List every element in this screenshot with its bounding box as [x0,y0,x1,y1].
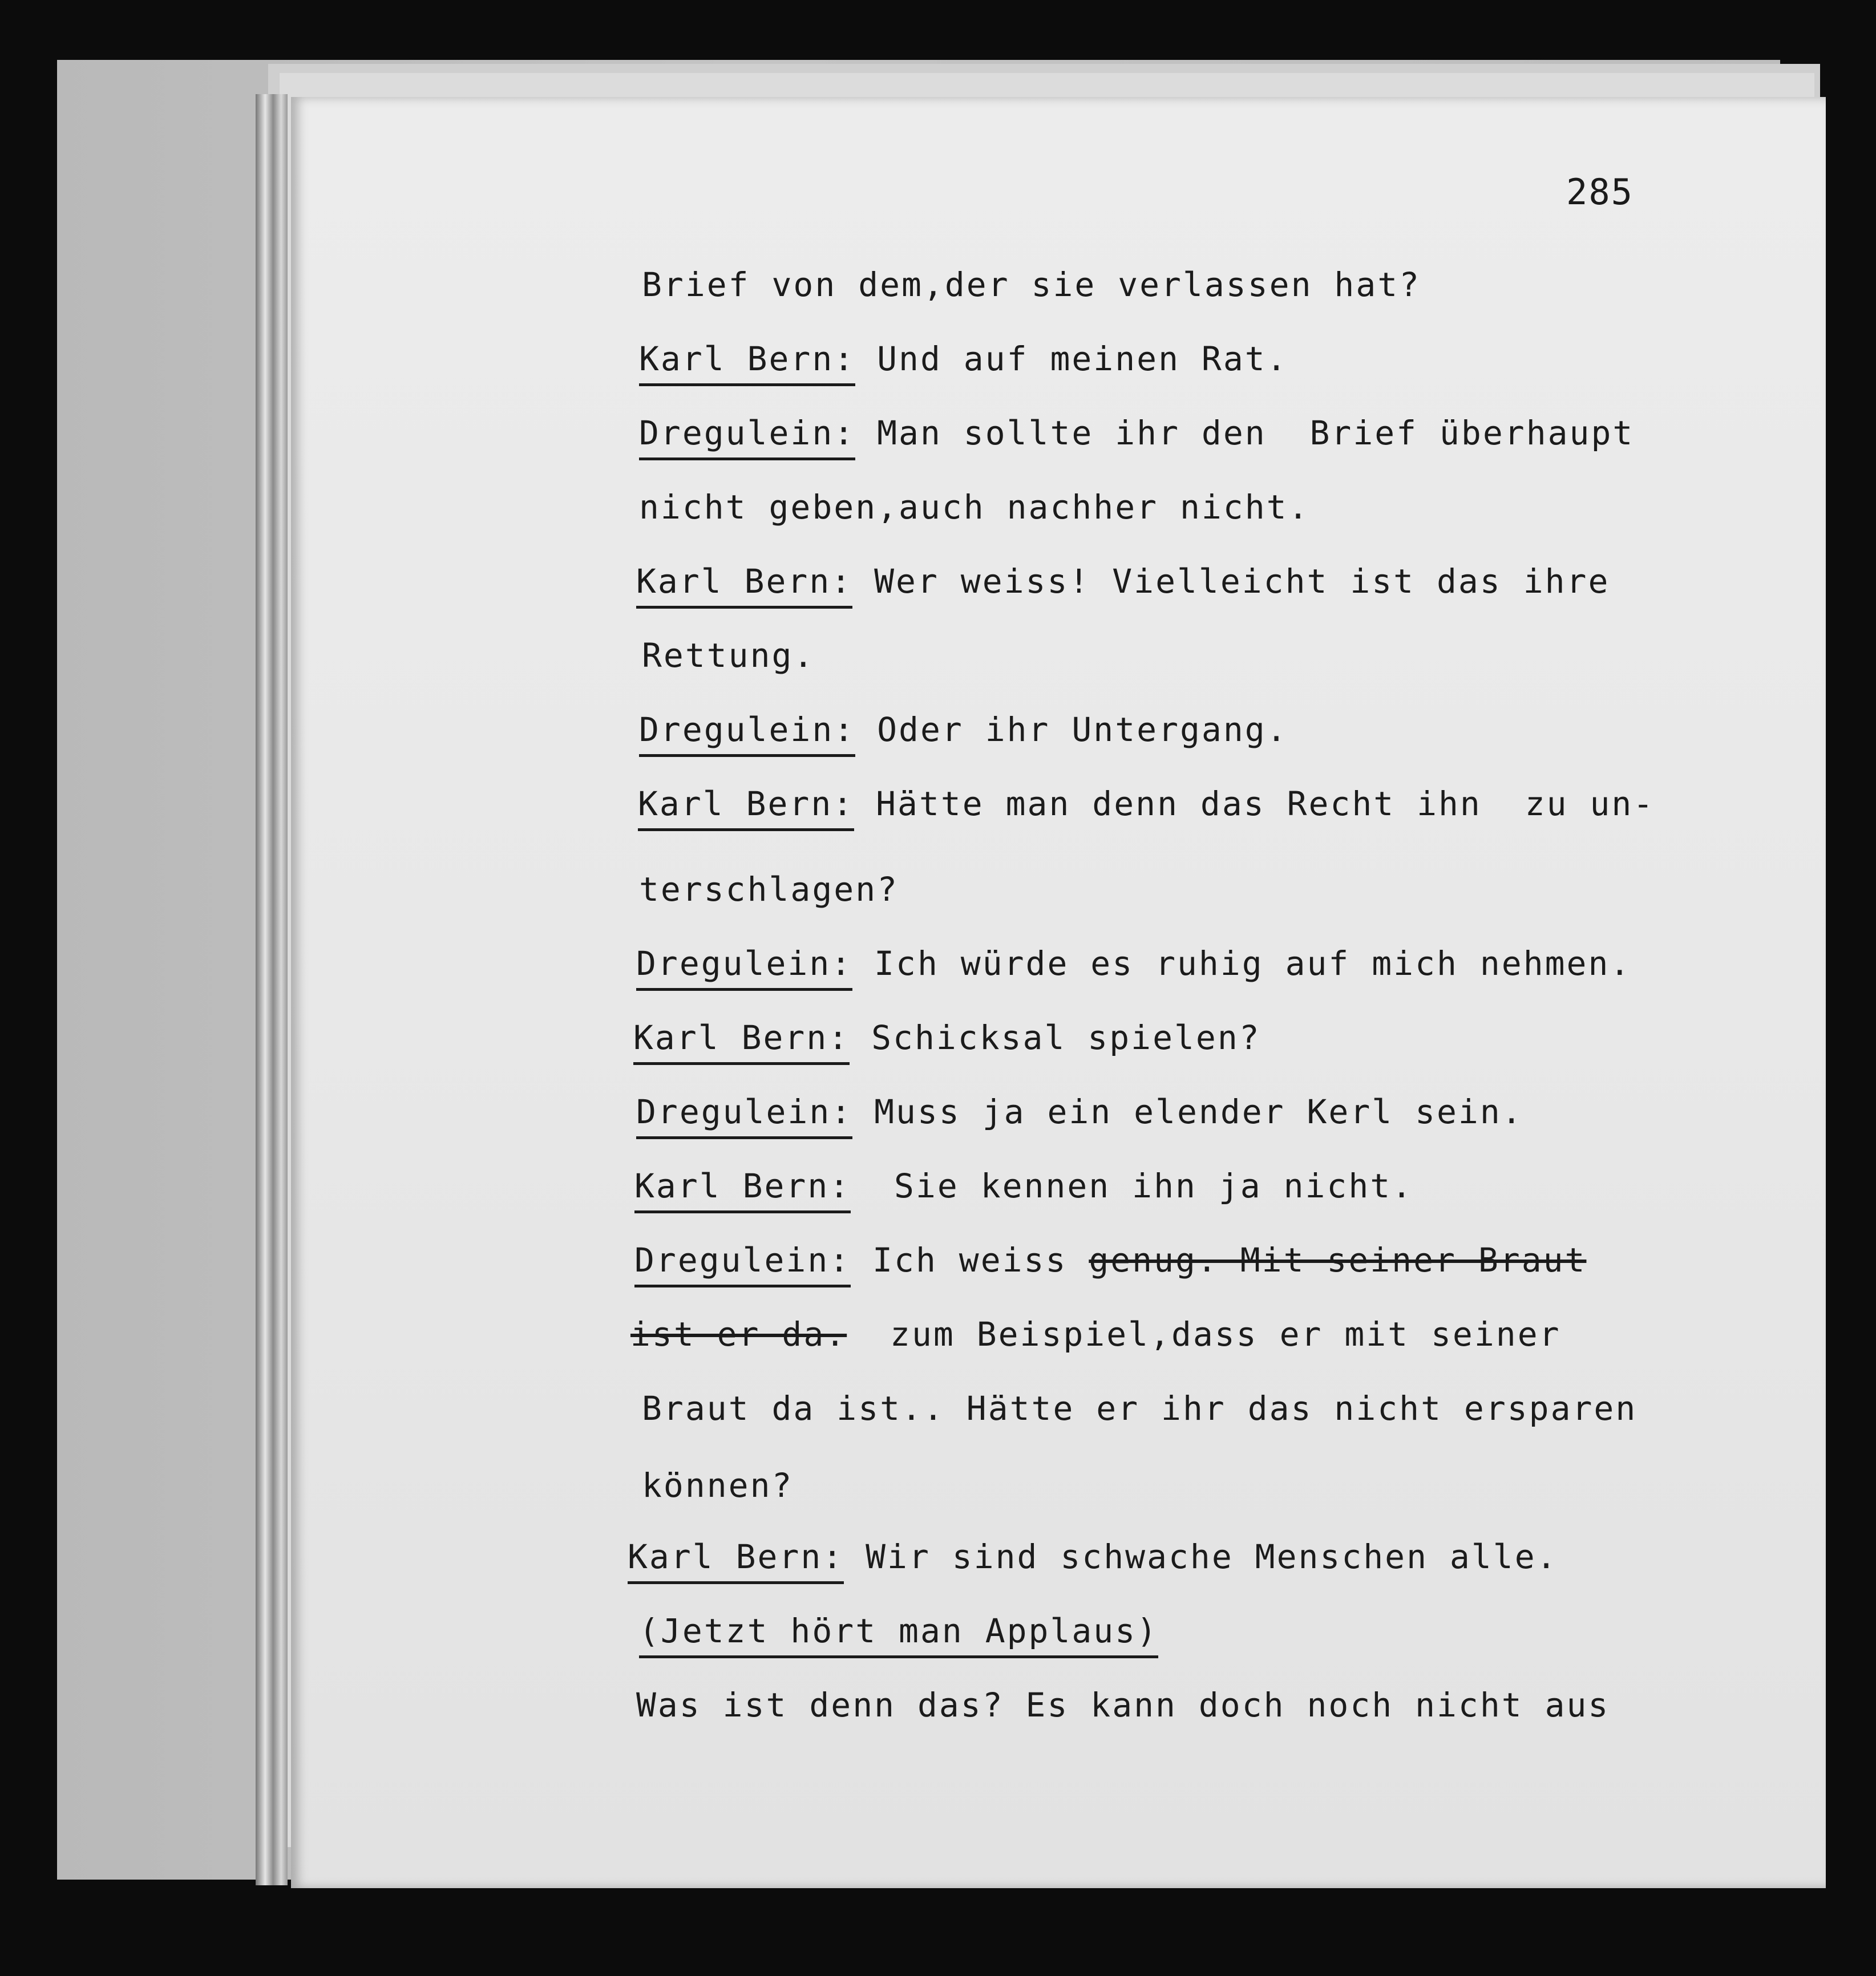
script-line [642,265,1421,304]
speaker-name: Karl Bern: [639,342,855,386]
speaker-name: Dregulein: [639,416,855,460]
script-line [636,562,1610,609]
line-text: können? [642,1466,794,1505]
line-text: Wir sind schwache Menschen alle. [844,1537,1558,1576]
script-line [639,870,899,909]
speaker-name: Dregulein: [636,947,852,991]
line-text: Oder ihr Untergang. [855,710,1288,749]
line-text: Ich weiss [851,1241,1089,1279]
struck-text: ist er da. [630,1315,847,1354]
script-line [636,944,1632,991]
script-line [639,1611,1159,1658]
script-line [633,1018,1261,1065]
line-text: Was ist denn das? Es kann doch noch nicht aus [636,1686,1610,1724]
script-line [636,1092,1523,1139]
line-text: Rettung. [642,636,815,675]
speaker-name: Karl Bern: [634,1169,851,1213]
script-line [630,1315,1561,1354]
stage-direction: (Jetzt hört man Applaus) [639,1614,1158,1658]
line-text: zum Beispiel,dass er mit seiner [847,1315,1561,1354]
script-line [639,416,1634,460]
speaker-name: Karl Bern: [628,1540,844,1584]
binding-spine [256,94,288,1885]
script-line [642,636,815,675]
speaker-name: Dregulein: [636,1095,852,1139]
line-text: Wer weiss! Vielleicht ist das ihre [852,562,1610,601]
line-text: Brief von dem,der sie verlassen hat? [642,265,1421,304]
script-line [634,1241,1587,1287]
script-line [639,710,1288,757]
speaker-name: Dregulein: [634,1244,851,1287]
line-text: Braut da ist.. Hätte er ihr das nicht ersparen [642,1389,1638,1428]
page-number: 285 [1566,171,1634,213]
line-text: Sie kennen ihn ja nicht. [851,1167,1414,1205]
line-text: Ich würde es ruhig auf mich nehmen. [852,944,1632,983]
speaker-name: Karl Bern: [636,565,852,609]
line-text: Schicksal spielen? [850,1018,1261,1057]
speaker-name: Karl Bern: [638,787,854,831]
line-text: Man sollte ihr den Brief überhaupt [855,414,1635,452]
speaker-name: Dregulein: [639,713,855,757]
script-line [639,339,1288,386]
struck-text: genug. Mit seiner Braut [1089,1241,1587,1279]
line-text: Und auf meinen Rat. [855,339,1288,378]
script-line [642,1389,1638,1428]
script-line [639,488,1310,527]
script-line [642,1466,794,1505]
script-line [636,1688,1610,1722]
line-text: Hätte man denn das Recht ihn zu un- [854,784,1655,823]
speaker-name: Karl Bern: [633,1021,850,1065]
line-text: terschlagen? [639,870,899,909]
script-line [638,784,1655,831]
line-text: nicht geben,auch nachher nicht. [639,488,1310,527]
script-line [634,1169,1413,1213]
line-text: Muss ja ein elender Kerl sein. [852,1092,1523,1131]
script-line [628,1537,1558,1584]
